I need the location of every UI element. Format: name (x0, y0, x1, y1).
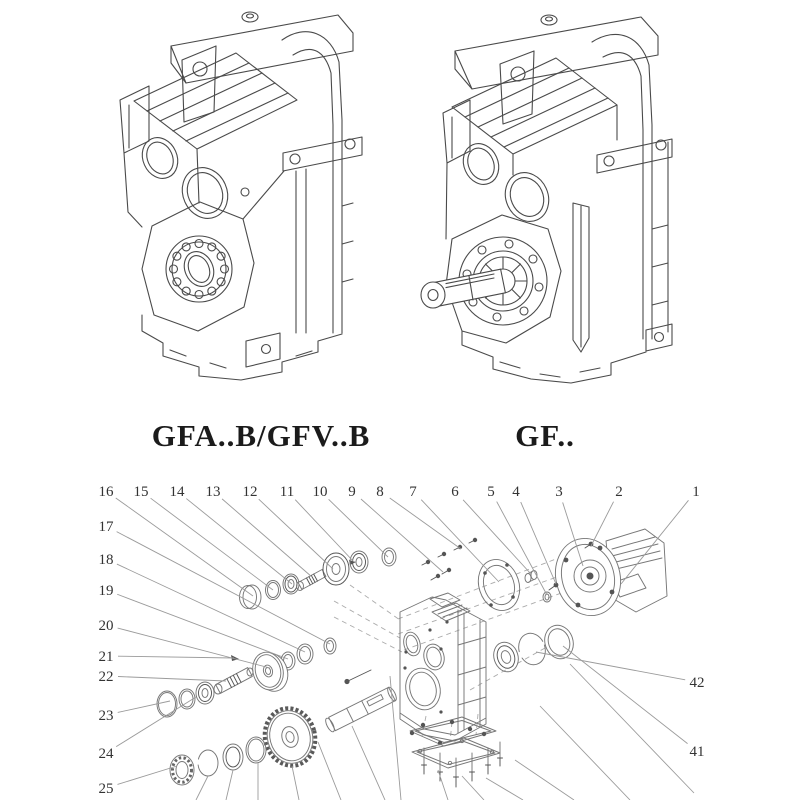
callout-number-41: 41 (689, 744, 705, 760)
leader-line-10 (329, 499, 388, 557)
leader-line-6 (463, 500, 531, 574)
leader-line-16 (116, 498, 253, 596)
callout-numbers (99, 484, 705, 797)
gearbox-drawing-gf (421, 15, 672, 383)
leader-line-7 (421, 500, 499, 582)
part-output-ring (246, 737, 266, 763)
leader-line-42 (536, 652, 685, 680)
callout-number-14: 14 (169, 484, 185, 500)
base-feet (142, 315, 342, 380)
part-mid-pinion-shaft (214, 655, 253, 694)
straps-and-ribs (446, 105, 672, 352)
callout-number-2: 2 (615, 484, 623, 500)
exploded-view (99, 484, 705, 800)
leader-line-25 (117, 766, 177, 784)
callout-number-6: 6 (451, 484, 459, 500)
callout-number-19: 19 (98, 583, 114, 599)
leader-line-23 (118, 701, 170, 712)
leader-line-15 (151, 498, 273, 590)
callout-number-10: 10 (312, 484, 328, 500)
model-label-gfab: GFA..B/GFV..B (151, 418, 371, 453)
inspection-bores (457, 138, 556, 228)
housing-top-plate (455, 15, 658, 89)
part-housing (400, 593, 486, 741)
part-input-gear (323, 553, 349, 585)
callout-number-11: 11 (279, 484, 295, 500)
part-input-washer (382, 548, 396, 566)
callout-number-20: 20 (98, 618, 114, 634)
part-output-snap-ring (198, 750, 218, 776)
callout-number-8: 8 (376, 484, 384, 500)
straps-and-ribs (124, 137, 362, 333)
part-input-bearing-right (350, 551, 368, 573)
part-motor (547, 529, 667, 623)
leader-lines (116, 498, 689, 784)
callout-number-17: 17 (98, 519, 114, 535)
leader-line-41 (563, 646, 688, 744)
callout-number-25: 25 (98, 781, 114, 797)
cooling-fin-deck (452, 58, 617, 154)
base-feet (462, 324, 672, 383)
model-label-gf: GF.. (515, 418, 575, 453)
callout-number-9: 9 (348, 484, 356, 500)
hollow-shaft-bore (179, 247, 219, 291)
callout-number-24: 24 (98, 746, 114, 762)
callout-number-7: 7 (409, 484, 417, 500)
part-output-seal (223, 744, 243, 770)
callout-number-22: 22 (98, 669, 114, 685)
leader-line-8 (390, 498, 461, 549)
arch-rib (592, 34, 652, 339)
part-output-gear (258, 703, 321, 772)
callout-number-5: 5 (487, 484, 495, 500)
part-output-shaft (324, 686, 398, 733)
callout-number-1: 1 (692, 484, 700, 500)
callout-number-42: 42 (689, 675, 705, 691)
gearbox-drawing-gfab (120, 12, 362, 380)
part-input-pinion-shaft (297, 560, 357, 591)
leader-line-12 (259, 499, 333, 569)
part-flange-ring (472, 554, 526, 616)
part-cover-bolts-top (422, 538, 477, 580)
leader-line-14 (186, 499, 292, 584)
mounting-plate (182, 46, 216, 122)
callout-number-3: 3 (555, 484, 563, 500)
arch-rib (282, 32, 342, 333)
callout-number-4: 4 (512, 484, 520, 500)
part-output-cover-bearing (490, 639, 522, 675)
callout-number-23: 23 (98, 708, 114, 724)
callout-number-21: 21 (98, 649, 114, 665)
leader-line-18 (117, 564, 305, 652)
leader-line-4 (521, 502, 556, 584)
part-mid-oring (157, 691, 177, 717)
hollow-shaft-bearing-face (142, 202, 254, 331)
leader-line-11 (295, 500, 354, 562)
part-gasket (410, 717, 496, 746)
leader-line-5 (497, 502, 547, 595)
assembly-axis-dashes (334, 559, 578, 742)
part-long-bolt (344, 670, 371, 684)
left-lug (443, 100, 470, 163)
leader-line-22 (118, 676, 226, 681)
leader-line-21 (118, 656, 234, 658)
callout-number-16: 16 (98, 484, 114, 500)
part-output-ball-bearing (170, 755, 194, 785)
callout-number-15: 15 (133, 484, 149, 500)
leader-line-20 (118, 628, 270, 668)
callout-number-12: 12 (242, 484, 258, 500)
mounting-hole (193, 62, 207, 76)
part-mid-bearing (196, 682, 214, 704)
callout-number-13: 13 (205, 484, 221, 500)
callout-number-18: 18 (98, 552, 114, 568)
